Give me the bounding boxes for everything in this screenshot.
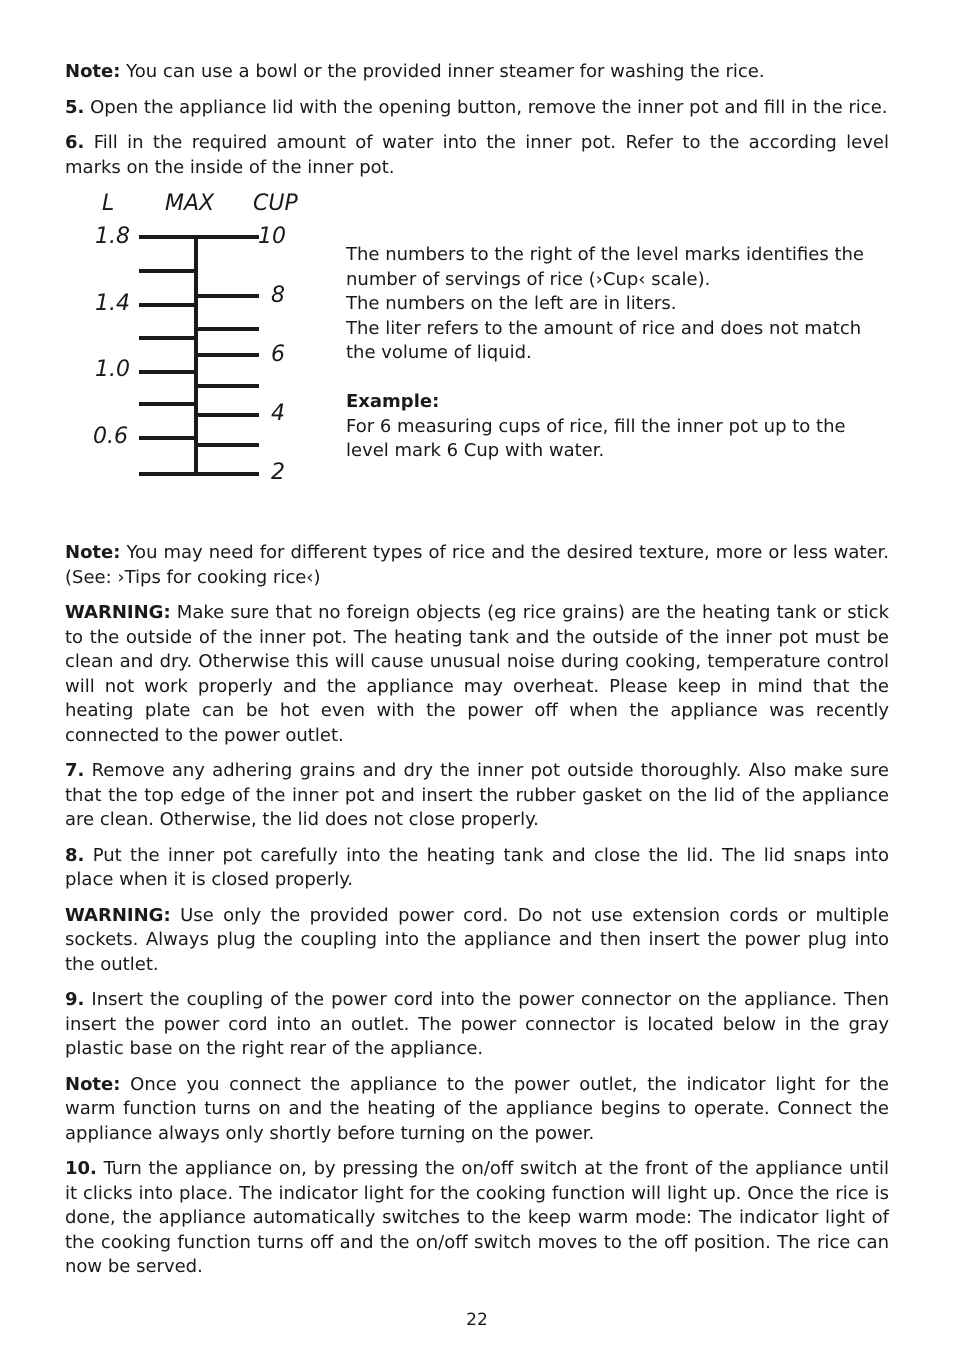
note-label: Note: — [65, 542, 121, 563]
cup-label: 2 — [271, 460, 285, 485]
step-text: Open the appliance lid with the opening button, remove the inner pot and fill in the rice. — [84, 96, 888, 118]
scale-explanation — [346, 243, 866, 464]
example-label — [346, 390, 866, 415]
liter-label: 1.4 — [95, 291, 130, 316]
level-mark — [196, 327, 259, 331]
note-2 — [65, 541, 889, 590]
note-text: You may need for different types of rice and the desired texture, more or less water. (See: ›Tips for cooking rice‹) — [65, 542, 889, 588]
warning-label: WARNING: — [65, 602, 171, 623]
warning-2 — [65, 904, 889, 978]
warning-label: WARNING: — [65, 904, 171, 926]
step-9 — [65, 988, 889, 1062]
note-text: Once you connect the appliance to the power outlet, the indicator light for the warm function turns on and the heating of the appliance begins to operate. Connect the appliance always only shortly before turning on the power. — [65, 1073, 889, 1144]
page-number: 22 — [466, 1310, 488, 1330]
intro-note — [65, 60, 889, 85]
explanation-line: The numbers to the right of the level marks identifies the number of servings of rice (›Cup‹ scale). — [346, 244, 864, 290]
level-mark — [139, 269, 196, 273]
explanation-line: The liter refers to the amount of rice and does not match the volume of liquid. — [346, 317, 862, 363]
note-label: Note: — [65, 1073, 121, 1095]
liter-header: L — [102, 191, 115, 216]
cup-label: 6 — [271, 342, 285, 367]
step-text: Remove any adhering grains and dry the inner pot outside thoroughly. Also make sure that the top edge of the inner pot and insert the rubber gasket on the lid of the appliance are clean. Otherwise, the lid does not close properly. — [65, 760, 889, 830]
step-number: 5. — [65, 96, 85, 118]
level-mark — [139, 402, 196, 406]
warning-text: Use only the provided power cord. Do not use extension cords or multiple sockets. Always plug the coupling into the appliance and then insert the power plug into the outlet. — [65, 904, 889, 975]
step-text: Put the inner pot carefully into the heating tank and close the lid. The lid snaps into place when it is closed properly. — [65, 844, 889, 890]
level-mark — [139, 436, 196, 440]
cup-header: CUP — [253, 191, 298, 216]
level-mark — [196, 413, 259, 417]
level-mark-min — [139, 472, 259, 476]
note-3 — [65, 1073, 889, 1147]
level-mark — [196, 384, 259, 388]
level-marks-diagram — [65, 191, 325, 511]
step-6 — [65, 131, 889, 180]
warning-text: Make sure that no foreign objects (eg rice grains) are the heating tank or stick to the outside of the inner pot. The heating tank and the outside of the inner pot must be clean and dry. Otherwise this will cause unusual noise during cooking, temperature control will not work properly and the appliance may overheat. Please keep in mind that the heating plate can be hot even with the power off when the appliance was recently connected to the power outlet. — [65, 602, 889, 746]
step-number: 8. — [65, 844, 85, 866]
step-8 — [65, 844, 889, 893]
step-number: 6. — [65, 132, 85, 153]
liter-label: 0.6 — [93, 424, 128, 449]
spacer — [346, 366, 866, 391]
step-text: Turn the appliance on, by pressing the on/off switch at the front of the appliance until it clicks into place. The indicator light for the cooking function will light up. Once the rice is done, the appliance automatically switches to the keep warm mode: The indicator light of the cooking function turns off and the on/off switch moves to the off position. The rice can now be served. — [65, 1158, 889, 1277]
step-number: 7. — [65, 760, 85, 781]
note-text: You can use a bowl or the provided inner steamer for washing the rice. — [120, 61, 765, 82]
cup-label: 10 — [258, 224, 286, 249]
step-number: 9. — [65, 989, 85, 1010]
step-7 — [65, 759, 889, 833]
liter-label: 1.8 — [95, 224, 130, 249]
level-mark — [196, 443, 259, 447]
level-mark-max — [139, 235, 259, 239]
cup-label: 8 — [271, 283, 285, 308]
warning-1 — [65, 601, 889, 748]
page-content — [65, 60, 889, 1291]
explanation-line: The numbers on the left are in liters. — [346, 293, 677, 314]
step-number: 10. — [65, 1158, 97, 1179]
step-text: Fill in the required amount of water into the inner pot. Refer to the according level marks on the inside of the inner pot. — [65, 132, 889, 178]
liter-label: 1.0 — [95, 357, 130, 382]
level-mark — [196, 353, 259, 357]
example-text: For 6 measuring cups of rice, fill the inner pot up to the level mark 6 Cup with water. — [346, 415, 846, 461]
example-heading: Example: — [346, 391, 440, 412]
level-mark — [139, 370, 196, 374]
step-10 — [65, 1157, 889, 1280]
note-label: Note: — [65, 61, 121, 82]
step-5 — [65, 96, 889, 121]
level-mark — [196, 294, 259, 298]
level-mark — [139, 303, 196, 307]
cup-label: 4 — [271, 401, 285, 426]
step-text: Insert the coupling of the power cord into the power connector on the appliance. Then insert the power cord into an outlet. The power connector is located below in the gray plastic base on the right rear of the appliance. — [65, 989, 889, 1059]
max-header: MAX — [165, 191, 215, 216]
level-marks-section — [65, 191, 889, 541]
level-mark — [139, 336, 196, 340]
